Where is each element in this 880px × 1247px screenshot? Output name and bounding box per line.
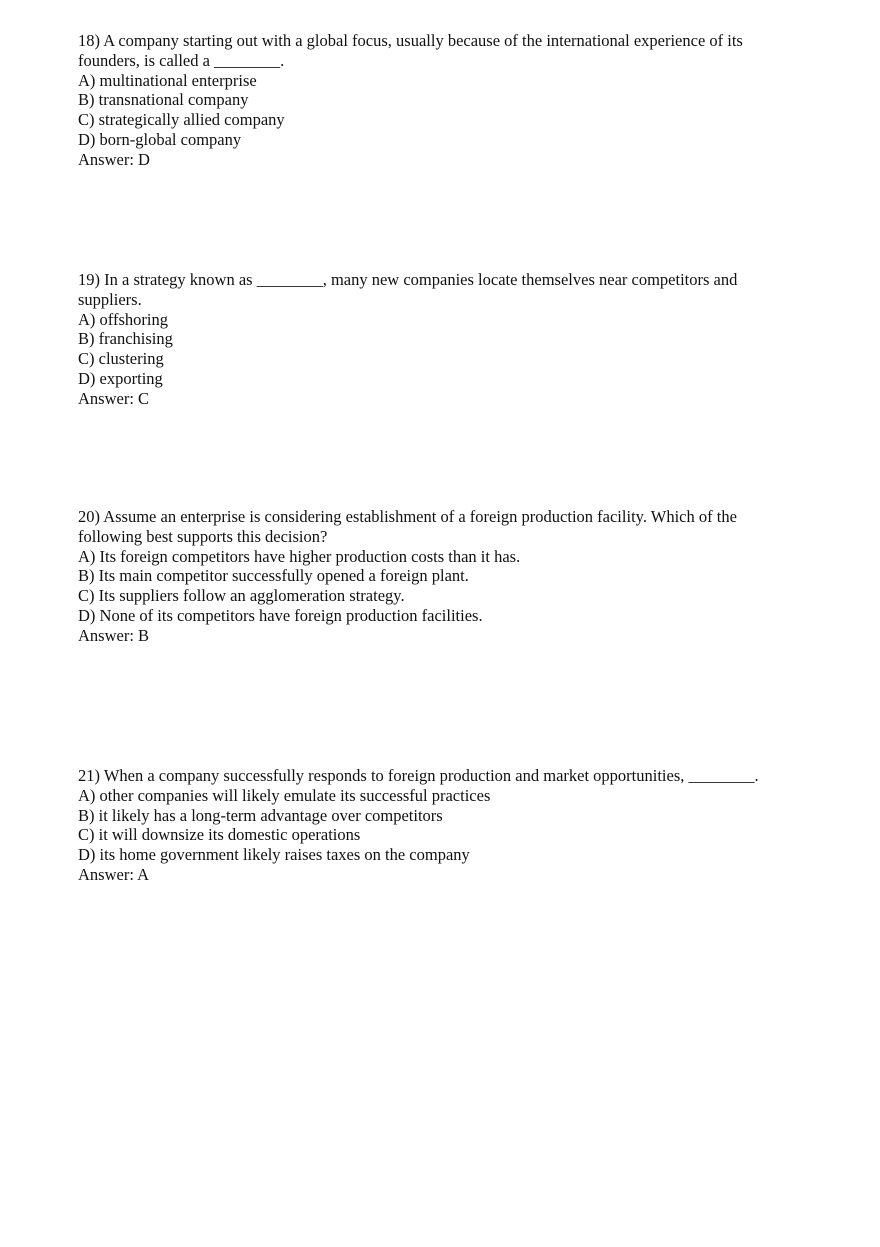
answer-key: Answer: C [78, 388, 150, 408]
answer-option-d: D) exporting [78, 368, 163, 388]
answer-key: Answer: A [78, 864, 150, 884]
answer-option-c: C) strategically allied company [78, 110, 285, 130]
answer-option-a: A) other companies will likely emulate its successful practices [78, 785, 491, 805]
answer-option-a: A) Its foreign competitors have higher production costs than it has. [78, 546, 521, 566]
answer-option-c: C) Its suppliers follow an agglomeration strategy. [78, 586, 405, 606]
question-stem-line: 20) Assume an enterprise is considering establishment of a foreign production facility. Which of the [78, 507, 737, 526]
question-stem-line: 21) When a company successfully responds to foreign production and market opportunities, ________. [78, 766, 759, 785]
question-stem-line: founders, is called a ________. [78, 50, 285, 70]
answer-option-b: B) franchising [78, 329, 173, 349]
question-stem-line: suppliers. [78, 289, 142, 309]
answer-key: Answer: D [78, 149, 150, 169]
answer-option-d: D) born-global company [78, 129, 242, 149]
question-21 [78, 766, 798, 885]
answer-option-b: B) Its main competitor successfully opened a foreign plant. [78, 566, 469, 586]
answer-option-a: A) multinational enterprise [78, 70, 257, 90]
question-20 [78, 507, 798, 646]
answer-option-d: D) its home government likely raises taxes on the company [78, 845, 470, 865]
answer-option-b: B) transnational company [78, 90, 249, 110]
answer-option-d: D) None of its competitors have foreign production facilities. [78, 605, 483, 625]
answer-option-c: C) clustering [78, 349, 164, 369]
answer-key: Answer: B [78, 625, 150, 645]
question-18 [78, 31, 798, 170]
answer-option-c: C) it will downsize its domestic operations [78, 825, 361, 845]
question-stem-line: 18) A company starting out with a global focus, usually because of the international experience of its [78, 31, 743, 50]
question-19 [78, 270, 798, 409]
question-stem-line: 19) In a strategy known as ________, many new companies locate themselves near competitors and [78, 270, 738, 289]
answer-option-b: B) it likely has a long-term advantage over competitors [78, 805, 443, 825]
answer-option-a: A) offshoring [78, 309, 168, 329]
question-stem-line: following best supports this decision? [78, 526, 328, 546]
